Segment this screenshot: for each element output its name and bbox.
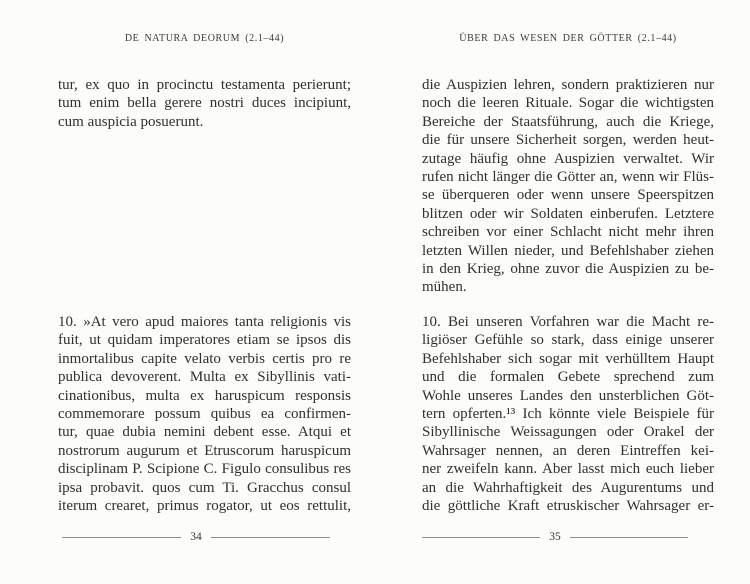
text-line: ipsa probavit. quos cum Ti. Gracchus consul <box>58 479 351 496</box>
page-right <box>422 0 714 584</box>
text-line: ligiöser Gefühle so stark, dass einige unserer <box>422 332 714 349</box>
text-line: Befehlshaber sich sogar mit verhülltem Haupt <box>422 350 714 367</box>
text-line: Sibyllinische Weissagungen oder Orakel der <box>422 424 714 441</box>
text-line: rufen nicht länger die Götter an, wenn wir Flüs- <box>422 169 714 186</box>
text-line: die für unsere Sicherheit sorgen, werden heut- <box>422 132 714 149</box>
text-line: zutage häufig ohne Auspizien verwaltet. Wir <box>422 150 714 167</box>
text-line: publica devoverent. Multa ex Sibyllinis vati- <box>58 369 351 386</box>
text-line: an die Wahrhaftigkeit des Augurentums und <box>422 479 714 496</box>
text-line: tur, ex quo in procinctu testamenta perierunt; <box>58 77 351 93</box>
running-header-latin: DE NATURA DEORUM (2.1–44) <box>124 33 285 44</box>
text-line: cinationibus, multa ex haruspicum responsis <box>58 387 351 404</box>
text-line: tum enim bella gerere nostri duces incipiunt, <box>58 95 351 112</box>
text-line: cum auspicia posuerunt. <box>58 113 204 130</box>
footer-rule <box>211 537 330 538</box>
text-line: Bereiche der Staatsführung, auch die Kriege, <box>422 113 714 130</box>
footer-rule <box>570 537 688 538</box>
text-line: letzten Willen nieder, und Befehlshaber ziehen <box>422 242 714 259</box>
german-paragraph-1 <box>422 76 714 297</box>
text-line: Wahrsager nennen, an deren Eintreffen kei- <box>422 442 714 459</box>
latin-paragraph-1 <box>58 76 351 131</box>
page-number-right: 35 <box>549 531 561 543</box>
page-left <box>58 0 351 584</box>
text-line: noch die leeren Rituale. Sogar die wichtigsten <box>422 95 714 112</box>
footer-rule <box>422 537 540 538</box>
running-header-german: ÜBER DAS WESEN DER GÖTTER (2.1–44) <box>459 33 677 44</box>
text-line: und die formalen Gebete sprechend zum <box>422 369 714 386</box>
text-line: in den Krieg, ohne zuvor die Auspizien zu be- <box>422 261 714 278</box>
text-line: fuit, ut quidam imperatores etiam se ipsos dis <box>58 332 351 349</box>
page-footer-right <box>422 531 688 543</box>
text-line: schreiben vor einer Schlacht nicht mehr ihren <box>422 224 714 241</box>
text-line: se überqueren oder wenn unsere Speerspitzen <box>422 187 714 204</box>
text-line: 10. »At vero apud maiores tanta religionis vis <box>58 314 351 330</box>
text-line: 10. Bei unseren Vorfahren war die Macht re- <box>422 314 714 330</box>
text-line: tur, quae dubia nemini debent esse. Atqui et <box>58 424 351 441</box>
text-line: disciplinam P. Scipione C. Figulo consulibus res <box>58 461 351 478</box>
text-line: die göttliche Kraft etruskischer Wahrsager er- <box>422 498 714 515</box>
text-line: mühen. <box>422 279 467 296</box>
text-line: iterum crearet, primus rogator, ut eos rettulit, <box>58 498 351 515</box>
german-paragraph-2 <box>422 313 714 515</box>
page-footer-left <box>62 531 330 543</box>
text-line: die Auspizien lehren, sondern praktizieren nur <box>422 77 714 93</box>
text-line: nostrorum augurum et Etruscorum haruspicum <box>58 442 351 459</box>
text-line: tern opferten.¹³ Ich könnte viele Beispiele für <box>422 406 714 423</box>
text-line: commemorare possum quibus ea confirmen- <box>58 406 351 423</box>
text-line: ner zweifeln kann. Aber lasst mich euch lieber <box>422 461 714 478</box>
text-line: inmortalibus capite velato verbis certis pro re <box>58 350 351 367</box>
footer-rule <box>62 537 181 538</box>
text-line: Wohle unseres Landes den unsterblichen Göt- <box>422 387 714 404</box>
text-line: blitzen oder wir Soldaten einberufen. Letztere <box>422 205 714 222</box>
page-number-left: 34 <box>190 531 202 543</box>
latin-paragraph-2 <box>58 313 351 515</box>
